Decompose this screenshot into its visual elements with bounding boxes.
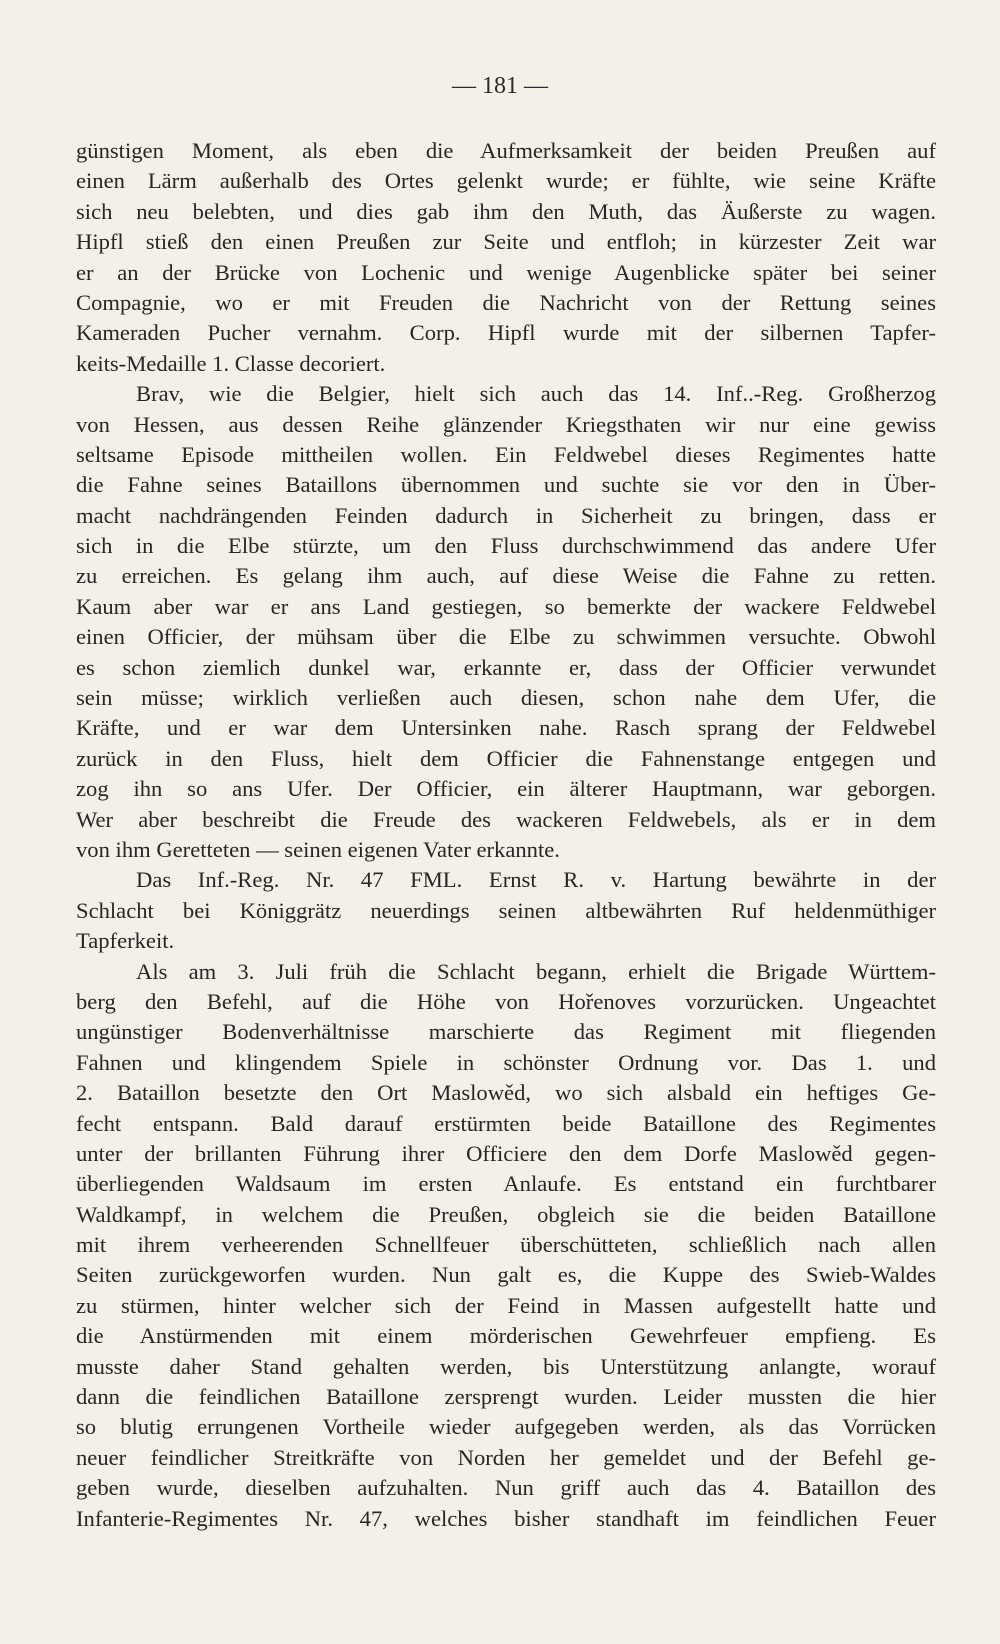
text-line: Seiten zurückgeworfen wurden. Nun galt es, die Kuppe des Swieb-Waldes bbox=[76, 1262, 936, 1288]
text-line: zu erreichen. Es gelang ihm auch, auf diese Weise die Fahne zu retten. bbox=[76, 563, 936, 589]
text-line: neuer feindlicher Streitkräfte von Norden her gemeldet und der Befehl ge- bbox=[76, 1444, 936, 1470]
text-line: Hipfl stieß den einen Preußen zur Seite und entfloh; in kürzester Zeit war bbox=[76, 229, 936, 255]
text-line: musste daher Stand gehalten werden, bis Unterstützung anlangte, worauf bbox=[76, 1353, 936, 1379]
text-line: Kräfte, und er war dem Untersinken nahe. Rasch sprang der Feldwebel bbox=[76, 715, 936, 741]
text-line: zu stürmen, hinter welcher sich der Feind in Massen aufgestellt hatte und bbox=[76, 1292, 936, 1318]
body-text bbox=[76, 136, 936, 1534]
text-line: günstigen Moment, als eben die Aufmerksamkeit der beiden Preußen auf bbox=[76, 138, 936, 163]
text-line: unter der brillanten Führung ihrer Officiere den dem Dorfe Maslowěd gegen- bbox=[76, 1140, 936, 1166]
text-line: die Fahne seines Bataillons übernommen und suchte sie vor den in Über- bbox=[76, 472, 936, 498]
text-line: Kaum aber war er ans Land gestiegen, so bemerkte der wackere Feldwebel bbox=[76, 593, 936, 619]
text-line: Das Inf.-Reg. Nr. 47 FML. Ernst R. v. Hartung bewährte in der bbox=[136, 867, 936, 893]
text-line: macht nachdrängenden Feinden dadurch in Sicherheit zu bringen, dass er bbox=[76, 502, 936, 528]
text-line: keits-Medaille 1. Classe decoriert. bbox=[76, 350, 386, 376]
text-line: Schlacht bei Königgrätz neuerdings seinen altbewährten Ruf heldenmüthiger bbox=[76, 897, 936, 923]
text-line: ungünstiger Bodenverhältnisse marschierte das Regiment mit fliegenden bbox=[76, 1019, 936, 1045]
text-line: Infanterie-Regimentes Nr. 47, welches bisher standhaft im feindlichen Feuer bbox=[76, 1505, 936, 1531]
text-line: dann die feindlichen Bataillone zersprengt wurden. Leider mussten die hier bbox=[76, 1384, 936, 1410]
text-line: er an der Brücke von Lochenic und wenige Augenblicke später bei seiner bbox=[76, 259, 936, 285]
page-number: — 181 — bbox=[452, 73, 548, 99]
text-line: so blutig errungenen Vortheile wieder aufgegeben werden, als das Vorrücken bbox=[76, 1414, 936, 1440]
text-line: sich in die Elbe stürzte, um den Fluss durchschwimmend das andere Ufer bbox=[76, 533, 936, 559]
text-line: von ihm Geretteten — seinen eigenen Vater erkannte. bbox=[76, 836, 560, 862]
text-line: geben wurde, dieselben aufzuhalten. Nun griff auch das 4. Bataillon des bbox=[76, 1475, 936, 1501]
text-line: seltsame Episode mittheilen wollen. Ein Feldwebel dieses Regimentes hatte bbox=[76, 441, 936, 467]
text-line: die Anstürmenden mit einem mörderischen Gewehrfeuer empfieng. Es bbox=[76, 1323, 936, 1349]
text-line: einen Lärm außerhalb des Ortes gelenkt wurde; er fühlte, wie seine Kräfte bbox=[76, 168, 936, 194]
text-line: Als am 3. Juli früh die Schlacht begann, erhielt die Brigade Württem- bbox=[136, 958, 936, 984]
text-line: sich neu belebten, und dies gab ihm den Muth, das Äußerste zu wagen. bbox=[76, 198, 936, 224]
text-line: 2. Bataillon besetzte den Ort Maslowěd, wo sich alsbald ein heftiges Ge- bbox=[76, 1080, 936, 1106]
text-line: fecht entspann. Bald darauf erstürmten beide Bataillone des Regimentes bbox=[76, 1110, 936, 1136]
text-line: Fahnen und klingendem Spiele in schönster Ordnung vor. Das 1. und bbox=[76, 1049, 936, 1075]
text-line: mit ihrem verheerenden Schnellfeuer überschütteten, schließlich nach allen bbox=[76, 1232, 936, 1258]
text-line: Wer aber beschreibt die Freude des wackeren Feldwebels, als er in dem bbox=[76, 806, 936, 832]
text-line: es schon ziemlich dunkel war, erkannte er, dass der Officier verwundet bbox=[76, 654, 936, 680]
text-line: Brav, wie die Belgier, hielt sich auch das 14. Inf..-Reg. Großherzog bbox=[136, 381, 936, 407]
text-line: zog ihn so ans Ufer. Der Officier, ein älterer Hauptmann, war geborgen. bbox=[76, 776, 936, 802]
text-line: Tapferkeit. bbox=[76, 928, 175, 954]
text-line: Kameraden Pucher vernahm. Corp. Hipfl wurde mit der silbernen Tapfer- bbox=[76, 320, 936, 346]
text-line: Waldkampf, in welchem die Preußen, obgleich sie die beiden Bataillone bbox=[76, 1201, 936, 1227]
text-line: von Hessen, aus dessen Reihe glänzender Kriegsthaten wir nur eine gewiss bbox=[76, 411, 936, 437]
text-line: berg den Befehl, auf die Höhe von Hořenoves vorzurücken. Ungeachtet bbox=[76, 988, 936, 1014]
text-line: Compagnie, wo er mit Freuden die Nachricht von der Rettung seines bbox=[76, 289, 936, 315]
text-line: überliegenden Waldsaum im ersten Anlaufe. Es entstand ein furchtbarer bbox=[76, 1171, 936, 1197]
text-line: sein müsse; wirklich verließen auch diesen, schon nahe dem Ufer, die bbox=[76, 685, 936, 711]
text-line: einen Officier, der mühsam über die Elbe zu schwimmen versuchte. Obwohl bbox=[76, 624, 936, 650]
text-line: zurück in den Fluss, hielt dem Officier die Fahnenstange entgegen und bbox=[76, 745, 936, 771]
